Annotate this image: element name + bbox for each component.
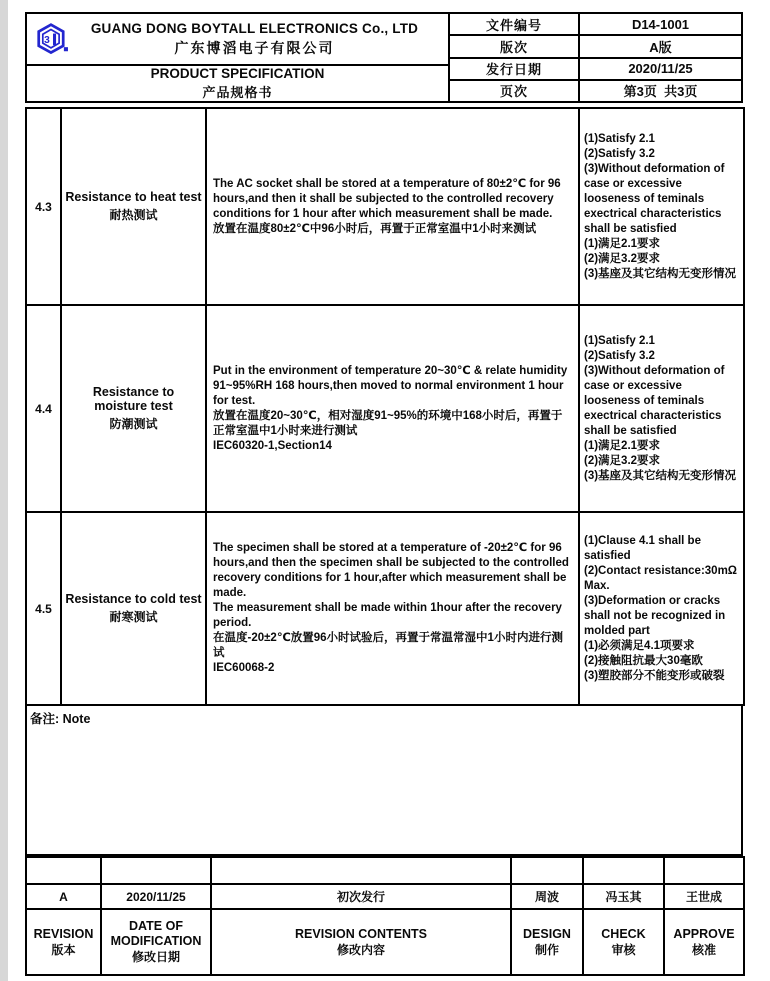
test-name-en: Resistance to cold test	[65, 592, 202, 606]
svg-text:3: 3	[44, 35, 50, 47]
spec-no-cell: 4.4	[26, 305, 61, 512]
note-label: 备注: Note	[30, 712, 91, 726]
spec-name-cell	[61, 305, 206, 512]
rev-empty-cell	[511, 857, 583, 884]
rev-header-contents-en: REVISION CONTENTS	[295, 926, 427, 941]
rev-entry-approve: 王世成	[664, 884, 744, 909]
rev-header-revision-cn: 版本	[51, 942, 76, 957]
rev-header-date	[101, 909, 211, 975]
spec-name-cell	[61, 108, 206, 305]
meta-value-revision: A版	[649, 39, 672, 55]
rev-header-revision-en: REVISION	[33, 926, 94, 941]
spec-name-cell	[61, 512, 206, 705]
doc-title-en: PRODUCT SPECIFICATION	[150, 66, 325, 81]
meta-label-page: 页次	[450, 81, 580, 101]
spec-requirement-cell: (1)Satisfy 2.1 (2)Satisfy 3.2 (3)Without deformation of case or excessive looseness of teminals exectrical characteristics shall be satisfied (1)满足2.1要求 (2)满足3.2要求 (3)基座及其它结构无变形情况	[579, 305, 744, 512]
meta-row-page	[450, 79, 741, 101]
company-row	[27, 14, 448, 66]
company-title-block	[25, 12, 450, 103]
rev-entry-design: 周波	[511, 884, 583, 909]
spec-row-moisture-test	[26, 305, 744, 512]
rev-entry-revision: A	[26, 884, 101, 909]
rev-header-check-en: CHECK	[601, 926, 646, 941]
meta-row-revision	[450, 34, 741, 56]
meta-value-doc-number: D14-1001	[631, 16, 690, 32]
rev-header-check-cn: 审核	[611, 942, 636, 957]
meta-value-issue-date: 2020/11/25	[628, 61, 693, 77]
boytall-logo-icon	[36, 17, 70, 61]
rev-header-date-cn: 修改日期	[131, 950, 180, 964]
spec-row-heat-test	[26, 108, 744, 305]
spec-no-cell: 4.3	[26, 108, 61, 305]
company-name-cn: 广东博滔电子有限公司	[174, 39, 335, 56]
meta-label-doc-number: 文件编号	[450, 14, 580, 34]
rev-header-approve-cn: 核准	[691, 942, 716, 957]
rev-header-check	[583, 909, 664, 975]
rev-header-contents	[211, 909, 511, 975]
rev-header-design	[511, 909, 583, 975]
meta-label-revision: 版次	[450, 36, 580, 56]
test-name-cn: 防潮测试	[109, 417, 158, 431]
rev-empty-cell	[664, 857, 744, 884]
test-name-en: Resistance to heat test	[65, 190, 202, 204]
rev-header-approve-en: APPROVE	[673, 926, 735, 941]
rev-entry-contents: 初次发行	[211, 884, 511, 909]
rev-header-approve	[664, 909, 744, 975]
meta-value-page: 第3页 共3页	[623, 84, 698, 100]
note-section	[25, 704, 743, 856]
doc-title-block	[27, 66, 448, 101]
document-header	[25, 12, 743, 103]
spec-requirement-cell: (1)Clause 4.1 shall be satisfied (2)Contact resistance:30mΩ Max. (3)Deformation or cracks shall not be recognized in molded part (1)必须满足4.1项要求 (2)接触阻抗最大30毫欧 (3)塑胶部分不能变形或破裂	[579, 512, 744, 705]
spec-description-cell: The specimen shall be stored at a temperature of -20±2℃ for 96 hours,and then the specimen shall be subjected to the controlled recovery conditions for 1 hour,after which measurement shall be made. The measurement shall be made within 1hour after the recovery period. 在温度-20±2℃放置96小时试验后，再置于常温常湿中1小时内进行测试 IEC60068-2	[206, 512, 579, 705]
scan-edge-artifact	[0, 0, 8, 981]
rev-entry-date: 2020/11/25	[101, 884, 211, 909]
doc-title-cn: 产品规格书	[202, 85, 273, 100]
company-names	[75, 21, 448, 58]
spec-description-cell: Put in the environment of temperature 20~30℃ & relate humidity 91~95%RH 168 hours,then moved to normal environment 1 hour for test. 放置在温度20~30℃，相对湿度91~95%的环境中168小时后，再置于正常室温中1小时来进行测试 IEC60320-1,Section14	[206, 305, 579, 512]
meta-label-issue-date: 发行日期	[450, 59, 580, 79]
revision-header-row	[26, 909, 744, 975]
rev-header-design-en: DESIGN	[523, 926, 571, 941]
rev-empty-cell	[211, 857, 511, 884]
meta-row-doc-number	[450, 14, 741, 34]
spec-table	[25, 107, 745, 706]
revision-table	[25, 856, 745, 976]
rev-entry-check: 冯玉其	[583, 884, 664, 909]
rev-empty-cell	[583, 857, 664, 884]
revision-empty-row	[26, 857, 744, 884]
company-logo	[27, 17, 75, 61]
spec-description-cell: The AC socket shall be stored at a temperature of 80±2℃ for 96 hours,and then it shall be subjected to the controlled recovery conditions for 1 hour after which measurement shall be made. 放置在温度80±2℃中96小时后，再置于正常室温中1小时来测试	[206, 108, 579, 305]
rev-header-design-cn: 制作	[534, 942, 559, 957]
spec-no-cell: 4.5	[26, 512, 61, 705]
meta-row-issue-date	[450, 57, 741, 79]
rev-empty-cell	[101, 857, 211, 884]
rev-header-contents-cn: 修改内容	[336, 942, 385, 957]
test-name-en: Resistance to moisture test	[92, 385, 175, 413]
rev-empty-cell	[26, 857, 101, 884]
test-name-cn: 耐寒测试	[109, 610, 158, 624]
spec-row-cold-test	[26, 512, 744, 705]
rev-header-date-en: DATE OF MODIFICATION	[110, 919, 202, 948]
rev-header-revision	[26, 909, 101, 975]
revision-entry-row	[26, 884, 744, 909]
doc-meta-block	[450, 12, 743, 103]
spec-requirement-cell: (1)Satisfy 2.1 (2)Satisfy 3.2 (3)Without deformation of case or excessive looseness of teminals exectrical characteristics shall be satisfied (1)满足2.1要求 (2)满足3.2要求 (3)基座及其它结构无变形情况	[579, 108, 744, 305]
test-name-cn: 耐热测试	[109, 208, 158, 222]
company-name-en: GUANG DONG BOYTALL ELECTRONICS Co., LTD	[90, 20, 419, 36]
